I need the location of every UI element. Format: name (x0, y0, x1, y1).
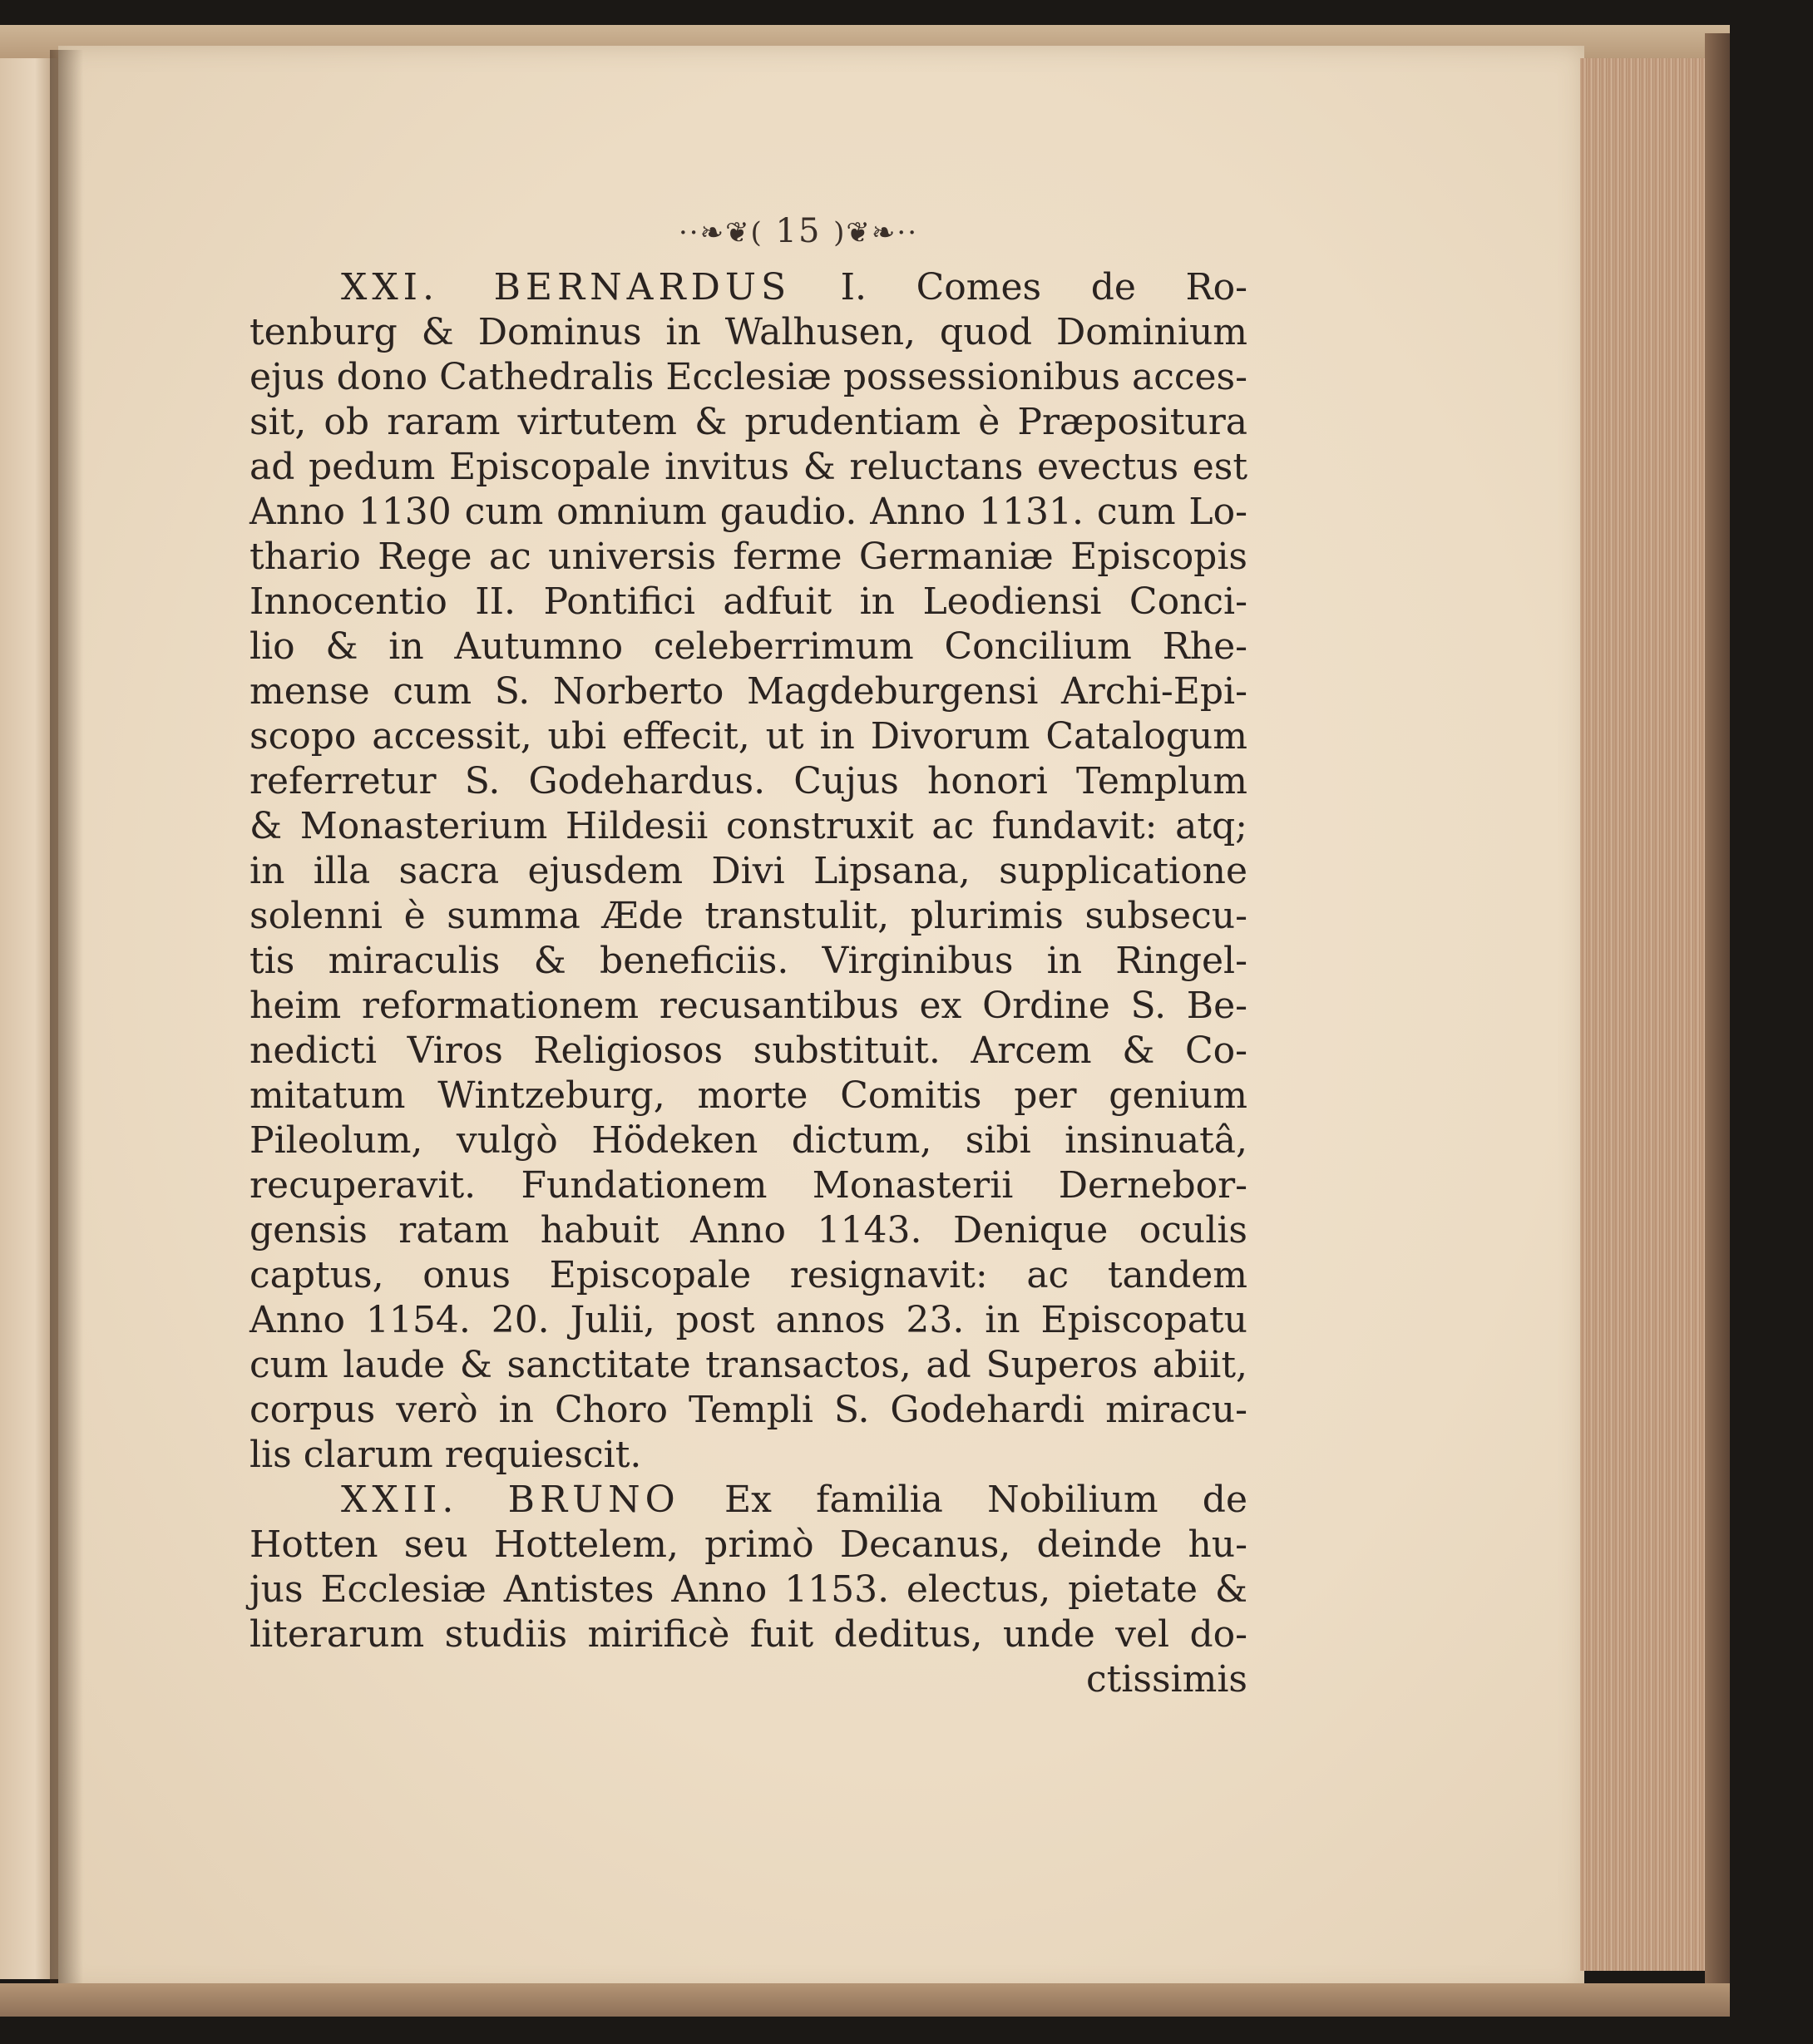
gutter-shadow (50, 50, 83, 1987)
paragraph-22-line-1 (249, 1478, 1247, 1523)
paragraph-22-line: Hotten seu Hottelem, primò Decanus, deinde hu- (249, 1523, 1247, 1566)
paragraph-21-line: captus, onus Episcopale resignavit: ac tandem (249, 1254, 1247, 1296)
paragraph-21-line: mitatum Wintzeburg, morte Comitis per genium (249, 1074, 1247, 1117)
paragraph-22-line-1-text: Ex familia Nobilium de (679, 1479, 1247, 1521)
paragraph-22-line: jus Ecclesiæ Antistes Anno 1153. electus, pietate & (249, 1568, 1247, 1611)
cover-edge (1705, 33, 1730, 1996)
paragraph-21-line: in illa sacra ejusdem Divi Lipsana, supplicatione (249, 850, 1247, 892)
catchword: ctissimis (1085, 1658, 1247, 1701)
paragraph-21-line: heim reformationem recusantibus ex Ordine S. Be- (249, 985, 1247, 1027)
paragraph-21-line: ejus dono Cathedralis Ecclesiæ possessionibus acces- (249, 356, 1247, 398)
paragraph-21-line: referretur S. Godehardus. Cujus honori Templum (249, 760, 1247, 802)
paragraph-21-line: gensis ratam habuit Anno 1143. Denique oculis (249, 1209, 1247, 1252)
paragraph-22-line: literarum studiis mirificè fuit deditus, unde vel do- (249, 1613, 1247, 1656)
paragraph-21-line: Pileolum, vulgò Hödeken dictum, sibi insinuatâ, (249, 1119, 1247, 1162)
paragraph-21-line-1 (249, 265, 1247, 310)
paragraph-21-line: corpus verò in Choro Templi S. Godehardi miracu- (249, 1389, 1247, 1431)
paragraph-21-line: scopo accessit, ubi effecit, ut in Divorum Catalogum (249, 715, 1247, 758)
page-header (349, 212, 1247, 250)
text-block (249, 212, 1247, 1702)
paragraph-21-line: cum laude & sanctitate transactos, ad Superos abiit, (249, 1344, 1247, 1386)
paragraph-21-line: mense cum S. Norberto Magdeburgensi Archi-Epi- (249, 670, 1247, 713)
paragraph-21-line: tenburg & Dominus in Walhusen, quod Dominium (249, 311, 1247, 353)
paragraph-21-line: lio & in Autumno celeberrimum Concilium Rhe- (249, 625, 1247, 668)
bottom-board-edge (0, 1983, 1730, 2017)
ornament-left-icon: ··❧❦( (678, 216, 763, 249)
paragraph-21-heading: XXI. BERNARDUS (341, 266, 792, 309)
paragraph-21-line: nedicti Viros Religiosos substituit. Arcem & Co- (249, 1029, 1247, 1072)
paragraph-21-line: recuperavit. Fundationem Monasterii Dernebor- (249, 1164, 1247, 1207)
paragraph-21-line: thario Rege ac universis ferme Germaniæ Episcopis (249, 536, 1247, 578)
paragraph-21-line-1-text: I. Comes de Ro- (791, 266, 1247, 309)
page-number: 15 (775, 212, 822, 250)
paragraph-21-line: Innocentio II. Pontifici adfuit in Leodiensi Conci- (249, 580, 1247, 623)
paragraph-21-line: solenni è summa Æde transtulit, plurimis subsecu- (249, 895, 1247, 937)
paragraph-21-line: Anno 1154. 20. Julii, post annos 23. in Episcopatu (249, 1299, 1247, 1341)
paragraph-21-line: lis clarum requiescit. (249, 1434, 642, 1476)
paragraph-21-line: & Monasterium Hildesii construxit ac fundavit: atq; (249, 805, 1247, 847)
ornament-right-icon: )❦❧·· (833, 216, 919, 249)
paragraph-21-line: Anno 1130 cum omnium gaudio. Anno 1131. cum Lo- (249, 491, 1247, 533)
page-fore-edge (1580, 58, 1710, 1971)
paragraph-21-line: sit, ob raram virtutem & prudentiam è Præpositura (249, 401, 1247, 443)
paragraph-21-line: tis miraculis & beneficiis. Virginibus in Ringel- (249, 940, 1247, 982)
paragraph-21-line: ad pedum Episcopale invitus & reluctans evectus est (249, 446, 1247, 488)
paragraph-22-heading: XXII. BRUNO (341, 1479, 680, 1521)
